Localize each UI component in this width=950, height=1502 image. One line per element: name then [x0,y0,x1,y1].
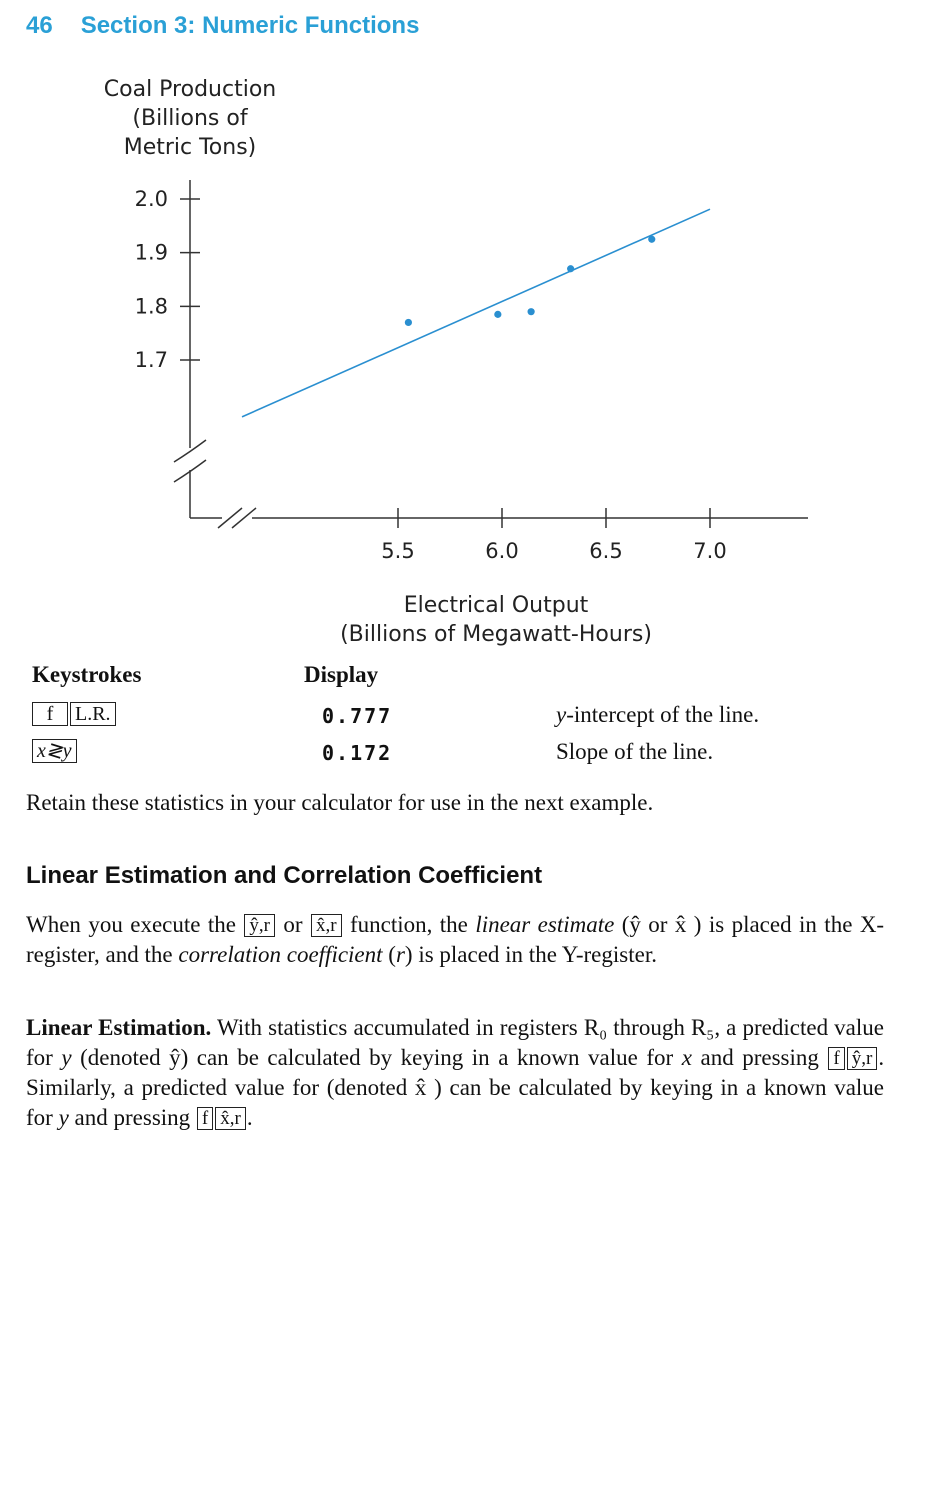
y-tick-label: 1.8 [134,294,168,319]
row-description: Slope of the line. [556,739,714,764]
x-tick-label: 6.5 [589,539,623,563]
linear-estimation-heading: Linear Estimation. [26,1015,212,1040]
data-point [567,265,574,272]
paragraph-linear-estimation: Linear Estimation. With statistics accumulated in registers R₀ through R₅, a predicted value for y (denoted ŷ) can be calculated by keying in a known value for x and pressing f ŷ,r . Similarly, a predicted value for (denoted x̂ ) can be calculated by keying in a known value for y and pressing f x̂,r . [26,1015,885,1130]
page-number: 46 [26,12,53,39]
y-tick-label: 1.9 [134,240,168,265]
y-axis-label: Metric Tons) [123,135,257,160]
data-point [648,236,655,243]
xhat-r-key: x̂,r [215,1107,246,1130]
retain-note: Retain these statistics in your calculator for use in the next example. [26,790,654,815]
x-tick-label: 7.0 [693,539,727,563]
display-value: 0.172 [322,741,393,765]
table-row [26,739,926,769]
y-axis-label: (Billions of [132,106,248,131]
x-tick-label: 5.5 [381,539,415,563]
f-key: f [828,1047,844,1070]
display-value: 0.777 [322,704,393,728]
x-axis-label: Electrical Output [403,593,589,618]
yhat-r-key: ŷ,r [847,1047,878,1070]
x-exchange-y-key: x≷y [32,739,77,763]
x-tick-label: 6.0 [485,539,519,563]
data-point [494,311,501,318]
keystrokes-header: Keystrokes [32,662,142,687]
keystroke-keys [32,739,77,763]
x-axis-label: (Billions of Megawatt-Hours) [340,622,652,647]
xhat-r-key: x̂,r [311,914,342,937]
page-header [26,12,419,46]
data-point [405,319,412,326]
display-header: Display [304,662,379,687]
table-row [26,702,926,732]
keystroke-keys [32,702,116,726]
section-subheading: Linear Estimation and Correlation Coefficient [26,862,543,889]
lr-key: L.R. [70,702,116,726]
f-key: f [197,1107,213,1130]
f-key: f [32,702,68,726]
y-tick-label: 1.7 [134,348,168,372]
coal-production-chart [0,60,950,660]
section-title: Section 3: Numeric Functions [80,12,420,39]
y-tick-label: 2.0 [134,187,168,211]
yhat-r-key: ŷ,r [244,914,275,937]
regression-line [242,209,710,417]
paragraph-intro: When you execute the ŷ,r or x̂,r function, the linear estimate (ŷ or x̂ ) is placed in the X-register, and the correlation coefficient (r) is placed in the Y-register. [26,912,885,967]
row-description: y-intercept of the line. [556,702,760,727]
data-point [528,308,535,315]
y-axis-label: Coal Production [103,77,277,102]
